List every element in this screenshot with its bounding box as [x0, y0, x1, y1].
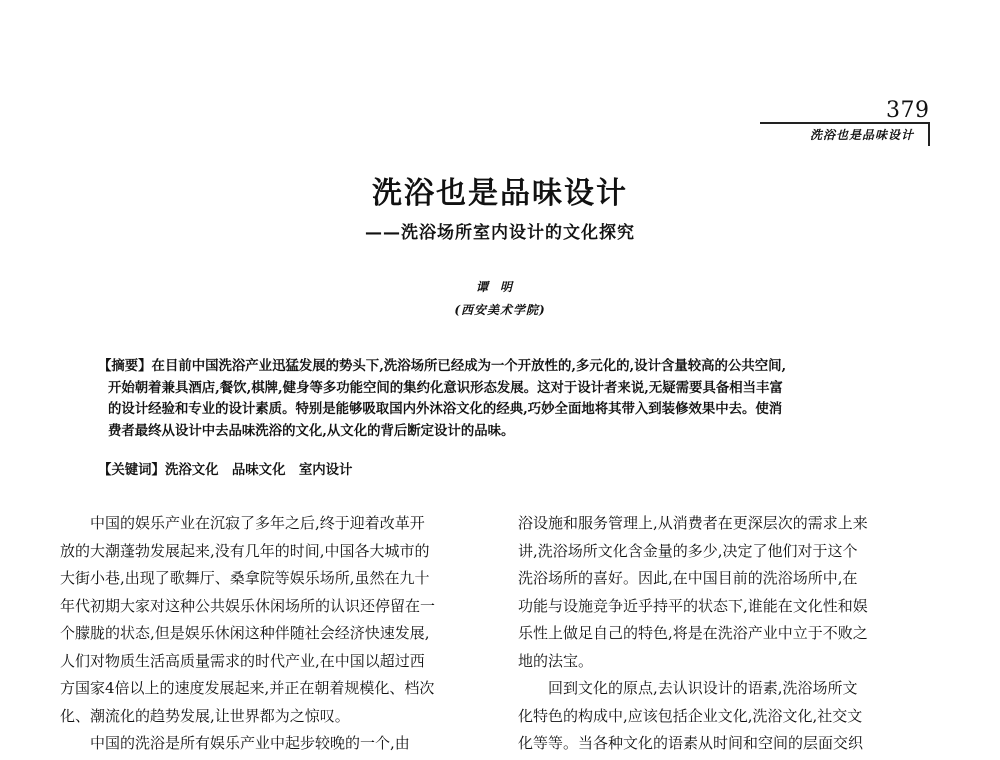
- body-line: 乐性上做足自己的特色,将是在洗浴产业中立于不败之: [518, 624, 868, 642]
- body-line: 功能与设施竞争近乎持平的状态下,谁能在文化性和娱: [518, 596, 868, 615]
- body-line: 中国的洗浴是所有娱乐产业中起步较晚的一个,由: [90, 734, 410, 752]
- body-line: 放的大潮蓬勃发展起来,没有几年的时间,中国各大城市的: [60, 541, 430, 560]
- page-number: 379: [886, 98, 930, 123]
- abstract-line: 【摘要】在目前中国洗浴产业迅猛发展的势头下,洗浴场所已经成为一个开放性的,多元化的,设计含量较高的公共空间,: [98, 358, 787, 374]
- body-line: 化、潮流化的趋势发展,让世界都为之惊叹。: [60, 706, 350, 725]
- running-header: [760, 122, 930, 146]
- abstract-line: 的设计经验和专业的设计素质。特别是能够吸取国内外沐浴文化的经典,巧妙全面地将其带入到装修效果中去。使消: [108, 401, 783, 417]
- abstract-line: 费者最终从设计中去品味洗浴的文化,从文化的背后断定设计的品味。: [108, 422, 515, 439]
- body-line: 中国的娱乐产业在沉寂了多年之后,终于迎着改革开: [90, 514, 425, 532]
- abstract-line: 开始朝着兼具酒店,餐饮,棋牌,健身等多功能空间的集约化意识形态发展。这对于设计者来说,无疑需要具备相当丰富: [108, 379, 783, 396]
- body-line: 回到文化的原点,去认识设计的语素,洗浴场所文: [548, 679, 858, 697]
- body-line: 方国家4倍以上的速度发展起来,并正在朝着规模化、档次: [60, 679, 435, 697]
- body-line: 年代初期大家对这种公共娱乐休闲场所的认识还停留在一: [60, 596, 436, 615]
- body-line: 人们对物质生活高质量需求的时代产业,在中国以超过西: [60, 651, 425, 670]
- body-right-column: [518, 510, 930, 758]
- body-line: 个朦胧的状态,但是娱乐休闲这种伴随社会经济快速发展,: [60, 624, 430, 642]
- body-line: 洗浴场所的喜好。因此,在中国目前的洗浴场所中,在: [518, 569, 858, 587]
- article-title: 洗浴也是品味设计: [372, 176, 628, 211]
- author-affiliation: (西安美术学院): [454, 303, 546, 317]
- abstract: [98, 356, 918, 442]
- body-line: 地的法宝。: [518, 651, 594, 670]
- author-name: 谭明: [475, 280, 524, 294]
- body-line: 化等等。当各种文化的语素从时间和空间的层面交织: [518, 734, 864, 752]
- body-left-column: [60, 510, 472, 758]
- body-line: 大街小巷,出现了歌舞厅、桑拿院等娱乐场所,虽然在九十: [60, 569, 430, 587]
- body-line: 化特色的构成中,应该包括企业文化,洗浴文化,社交文: [518, 706, 863, 725]
- body-line: 讲,洗浴场所文化含金量的多少,决定了他们对于这个: [518, 541, 858, 560]
- body-line: 浴设施和服务管理上,从消费者在更深层次的需求上来: [518, 514, 868, 532]
- running-header-title: 洗浴也是品味设计: [809, 128, 914, 142]
- article-subtitle: ——洗浴场所室内设计的文化探究: [365, 223, 635, 243]
- keywords: 【关键词】洗浴文化 品味文化 室内设计: [98, 462, 353, 478]
